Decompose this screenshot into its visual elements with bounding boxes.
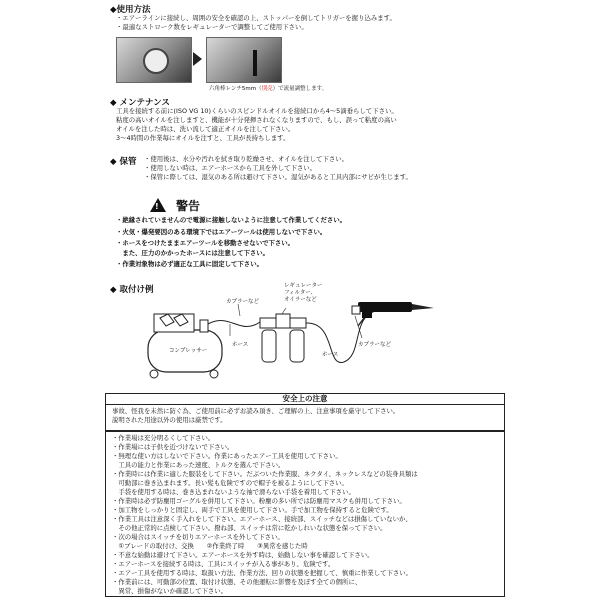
- storage-line: ・保管に際しては、湿気のある所は避けて下さい。湿気があると工具内部にサビが生じます。: [144, 173, 412, 181]
- warning-line: ・ホースをつけたままエアーツールを移動させないで下さい。: [116, 239, 295, 247]
- usage-title: ◆使用方法: [110, 5, 151, 15]
- hex-wrench-graphic: [253, 50, 257, 76]
- safety-title: 安全上の注意: [106, 394, 504, 405]
- safety-item: ・作業工具は注意深く手入れをして下さい。エアーホース、接続部、スイッチなどは損傷していないか、: [112, 515, 412, 523]
- safety-item: ・作業時は必ず防塵用ゴーグルを併用して下さい。粉塵の多い所では防塵用マスクも併用して下さい。: [112, 497, 406, 505]
- air-tool-graphic: [352, 302, 434, 326]
- storage-line: ・使用後は、水分や汚れを拭き取り乾燥させ、オイルを注して下さい。: [144, 155, 348, 163]
- safety-intro-line: 事故、怪我を未然に防ぐ為、ご使用前に必ずお読み頂き、ご理解の上、注意事項を厳守して下さい。: [112, 407, 400, 415]
- arrow-right-icon: [193, 52, 202, 66]
- safety-item: 工具の能力と作業にあった速度、トルクを選んで下さい。: [112, 461, 285, 469]
- maintenance-text: [116, 107, 398, 143]
- safety-item: ・エアー工具を使用する時は、取扱い方法、作業方法、回りの状態を把握して、慎重に作業して下さい。: [112, 569, 413, 577]
- hose-line-1: [208, 321, 260, 327]
- connection-title: ◆ 取付け例: [110, 285, 154, 295]
- storage-line: ・使用しない時は、エアーホースから工具を外して下さい。: [144, 164, 317, 172]
- tool-trigger-photo: [116, 37, 192, 83]
- label-oiler: オイラーなど: [284, 297, 317, 303]
- warning-title: 警告: [176, 199, 201, 213]
- usage-text: [116, 14, 396, 32]
- safety-intro: [106, 405, 504, 424]
- label-coupler-1: カプラーなど: [226, 299, 260, 305]
- warning-line: また、圧力のかかったホースには注意して下さい。: [116, 249, 270, 257]
- safety-items-box: [105, 431, 505, 597]
- storage-text: [144, 155, 412, 182]
- safety-item: 手袋を使用する時は、巻き込まれないような袖で滑らない手袋を着用して下さい。: [112, 488, 355, 496]
- maintenance-line: 粘度の高いオイルを注しますと、機能が十分発揮されなくなりますので、もし、誤って粘度の高い: [116, 116, 397, 124]
- warning-line: ・絶縁されていませんので電源に接触しないように注意して作業してください。: [116, 216, 347, 224]
- maintenance-line: オイルを注した時は、洗い流して適正オイルを注して下さい。: [116, 125, 295, 133]
- safety-item: ・作業場は充分明るくして下さい。: [112, 434, 215, 442]
- safety-item: ①ブレードの取付け、交換 ②作業終了時 ③異常を感じた時: [112, 542, 308, 550]
- connection-diagram: [140, 292, 450, 388]
- hex-wrench-photo: [206, 37, 282, 83]
- warning-line: ・火気・爆発要因のある環境下ではエアーツールは使用しないで下さい。: [116, 228, 327, 236]
- safety-item: ・エアーホースを接続する時は、工具にスイッチが入る事があり、危険です。: [112, 560, 335, 568]
- warning-text: [116, 214, 346, 270]
- usage-line: ・エアーラインに接続し、周囲の安全を確認の上、ストッパーを倒してトリガーを握り込みます。: [116, 14, 396, 22]
- usage-caption-prefix: 六角棒レンチ5mm（: [209, 86, 262, 92]
- warning-line: ・作業対象物は必ず適正な工具に固定して下さい。: [116, 260, 263, 268]
- usage-caption-suffix: ）で流量調整します。: [272, 86, 328, 92]
- safety-intro-line: 説明された用途以外の使用は厳禁です。: [112, 415, 227, 424]
- label-compressor: コンプレッサー: [169, 348, 208, 354]
- safety-items: [106, 432, 504, 596]
- tool-fitting-graphic: [143, 48, 169, 74]
- safety-item: 異常、損傷がないか確認して下さい。: [112, 587, 228, 595]
- frl-labels: [284, 283, 323, 304]
- label-hose-1: ホース: [232, 342, 249, 348]
- usage-caption-red: 別売: [261, 86, 273, 92]
- safety-item: ・作業前には、可動部の位置、取付け状態、その他運転に影響を及ぼす全ての個所に、: [112, 578, 362, 586]
- label-filter: フィルター、: [284, 290, 317, 296]
- label-hose-2: ホース: [322, 352, 339, 358]
- safety-item: ・無理な使い方はしないで下さい。作業にあったエアー工具を使用して下さい。: [112, 452, 342, 460]
- safety-header-box: [105, 393, 505, 431]
- safety-item: ・作業場には子供を近づけないで下さい。: [112, 443, 234, 451]
- usage-line: ・最適なストローク数をレギュレーターで調整してご使用下さい。: [116, 23, 308, 31]
- coupler1-leader: [238, 304, 240, 316]
- maintenance-title: ◆ メンテナンス: [110, 98, 170, 108]
- label-regulator: レギュレーター: [284, 283, 323, 289]
- warning-exclamation: !: [155, 202, 159, 211]
- maintenance-line: 3～4時間の作業毎にオイルを注すと、工具が長持ちします。: [116, 134, 290, 142]
- label-coupler-2: カプラーなど: [358, 342, 392, 348]
- storage-title: ◆ 保管: [110, 157, 137, 167]
- frl-unit-graphic: [260, 308, 306, 362]
- safety-item: ・不意な始動は避けて下さい。エアーホースを外す時は、始動しない事を確認して下さい。: [112, 551, 374, 559]
- safety-item: ・作業時には作業に適した服装をして下さい。だぶついた作業服、ネクタイ、ネックレスなどの装身具類は: [112, 470, 418, 478]
- usage-caption: [209, 84, 327, 92]
- safety-item: その他正常的に点検して下さい。撥ね部、スイッチは常に乾かしれいな状態を保って下さい。: [112, 524, 387, 532]
- maintenance-line: 工具を接続する前に(ISO VG 10)くらいのスピンドルオイルを接続口から4～5滴垂らして下さい。: [116, 107, 398, 115]
- safety-item: 可動部に巻き込まれます。長い髪も危険ですので帽子を被るようにして下さい。: [112, 479, 348, 487]
- safety-item: ・次の場合はスイッチを切りエアーホースを外して下さい。: [112, 533, 284, 541]
- safety-item: ・加工物をしっかりと固定し、両手で工具を使用して下さい。手で加工物を保持すると危険です。: [112, 506, 393, 514]
